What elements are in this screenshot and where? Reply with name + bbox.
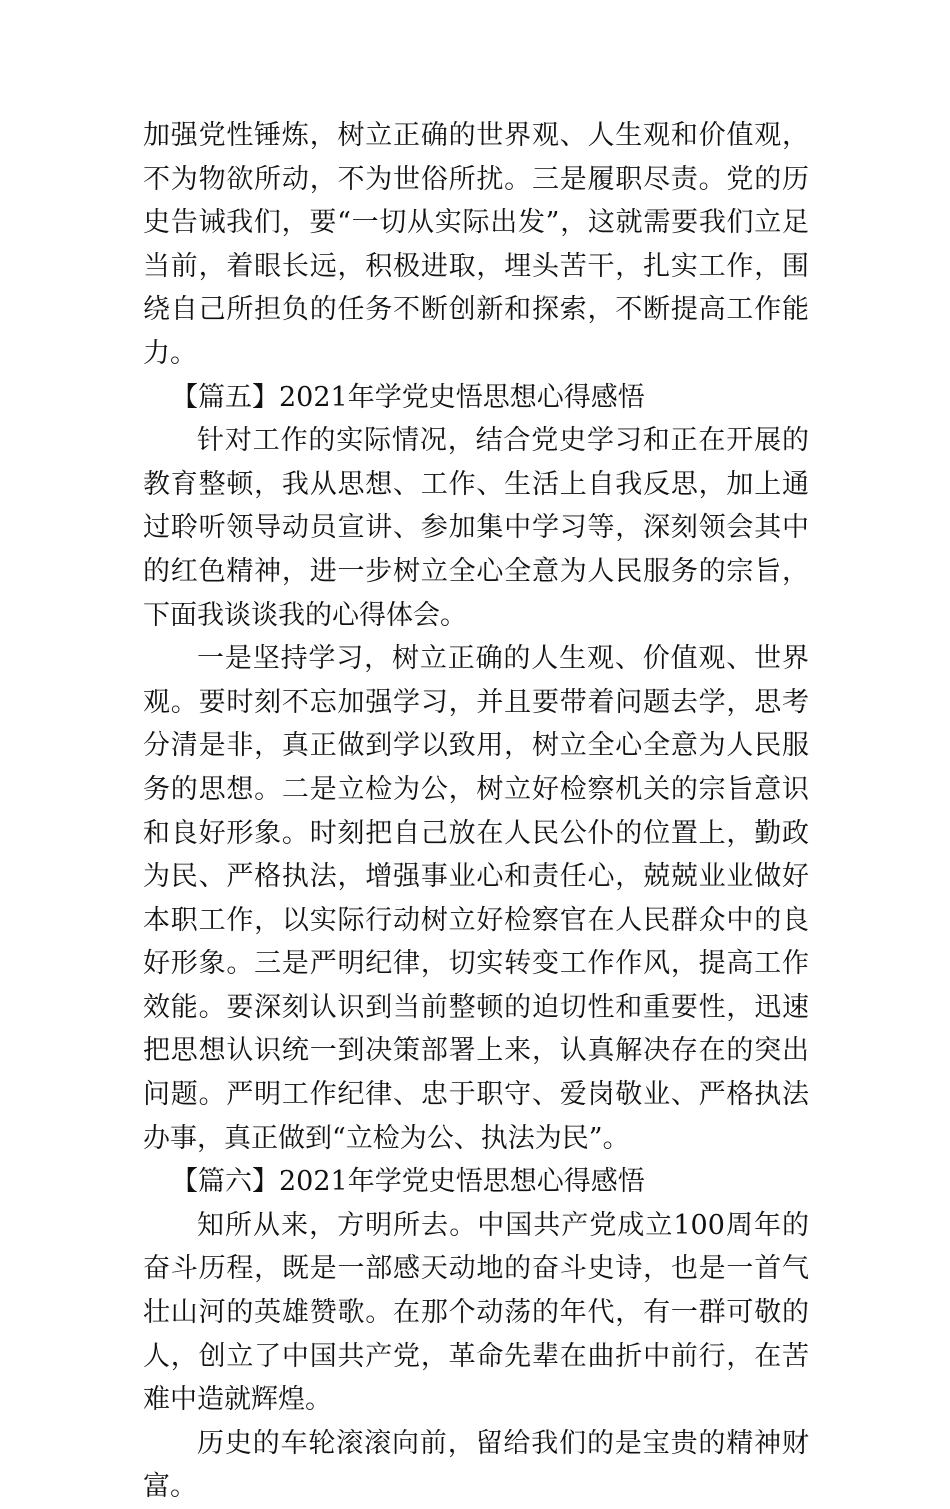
- paragraph: 知所从来，方明所去。中国共产党成立100周年的奋斗历程，既是一部感天动地的奋斗史诗，也是一首气壮山河的英雄赞歌。在那个动荡的年代，有一群可敬的人，创立了中国共产党，革命先辈在曲折中前行，在苦难中造就辉煌。: [143, 1209, 809, 1416]
- paragraph: 一是坚持学习，树立正确的人生观、价值观、世界观。要时刻不忘加强学习，并且要带着问题去学，思考分清是非，真正做到学以致用，树立全心全意为人民服务的思想。二是立检为公，树立好检察机关的宗旨意识和良好形象。时刻把自己放在人民公仆的位置上，勤政为民、严格执法，增强事业心和责任心，兢兢业业做好本职工作，以实际行动树立好检察官在人民群众中的良好形象。三是严明纪律，切实转变工作作风，提高工作效能。要深刻认识到当前整顿的迫切性和重要性，迅速把思想认识统一到决策部署上来，认真解决存在的突出问题。严明工作纪律、忠于职守、爱岗敬业、严格执法办事，真正做到“立检为公、执法为民”。: [143, 643, 809, 1154]
- paragraph-continuation: 加强党性锤炼，树立正确的世界观、人生观和价值观，不为物欲所动，不为世俗所扰。三是履职尽责。党的历史告诫我们，要“一切从实际出发”，这就需要我们立足当前，着眼长远，积极进取，埋头苦干，扎实工作，围绕自己所担负的任务不断创新和探索，不断提高工作能力。: [143, 120, 809, 369]
- paragraph: 历史的车轮滚滚向前，留给我们的是宝贵的精神财富。: [143, 1427, 809, 1503]
- paragraph: 针对工作的实际情况，结合党史学习和正在开展的教育整顿，我从思想、工作、生活上自我反思，加上通过聆听领导动员宣讲、参加集中学习等，深刻领会其中的红色精神，进一步树立全心全意为人民服务的宗旨，下面我谈谈我的心得体会。: [143, 425, 809, 631]
- section-heading-6: 【篇六】2021年学党史悟思想心得感悟: [171, 1166, 645, 1198]
- section-heading-5: 【篇五】2021年学党史悟思想心得感悟: [171, 381, 645, 413]
- document-body: [143, 114, 809, 1509]
